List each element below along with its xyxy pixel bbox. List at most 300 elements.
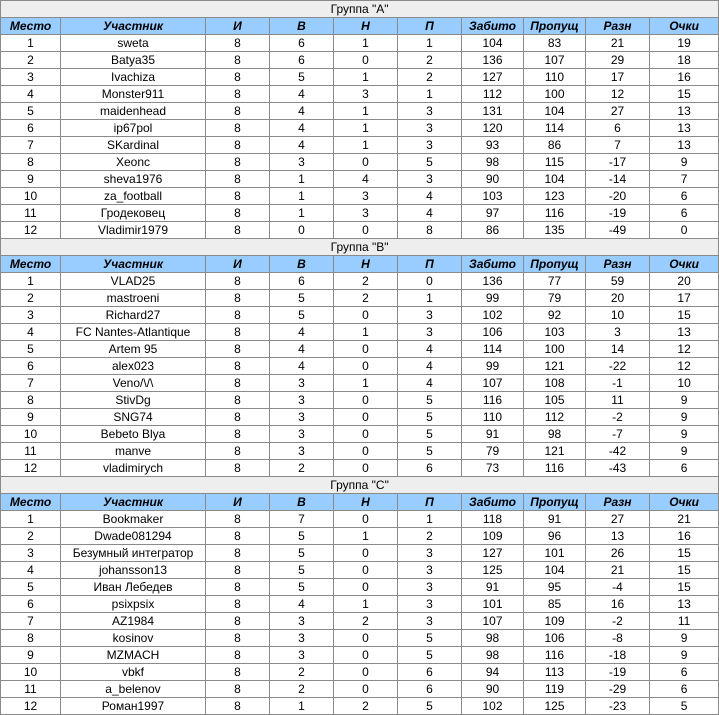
cell-scored: 98 xyxy=(462,154,524,171)
cell-draws: 0 xyxy=(334,222,398,239)
cell-participant: za_football xyxy=(61,188,206,205)
cell-draws: 1 xyxy=(334,375,398,392)
cell-scored: 125 xyxy=(462,562,524,579)
cell-difference: -18 xyxy=(586,647,650,664)
cell-conceded: 101 xyxy=(524,545,586,562)
cell-draws: 0 xyxy=(334,358,398,375)
cell-losses: 5 xyxy=(398,409,462,426)
cell-place: 6 xyxy=(1,596,61,613)
cell-conceded: 95 xyxy=(524,579,586,596)
cell-points: 15 xyxy=(650,86,719,103)
cell-conceded: 79 xyxy=(524,290,586,307)
table-row xyxy=(1,528,719,545)
cell-games: 8 xyxy=(206,426,270,443)
table-row xyxy=(1,358,719,375)
cell-losses: 3 xyxy=(398,137,462,154)
cell-games: 8 xyxy=(206,188,270,205)
cell-draws: 0 xyxy=(334,562,398,579)
cell-conceded: 98 xyxy=(524,426,586,443)
cell-place: 4 xyxy=(1,86,61,103)
cell-losses: 3 xyxy=(398,307,462,324)
cell-losses: 6 xyxy=(398,681,462,698)
cell-participant: vbkf xyxy=(61,664,206,681)
cell-wins: 3 xyxy=(270,630,334,647)
group-title-row xyxy=(1,477,719,494)
cell-wins: 4 xyxy=(270,358,334,375)
cell-draws: 0 xyxy=(334,579,398,596)
cell-losses: 4 xyxy=(398,375,462,392)
column-header-scored: Забито xyxy=(462,18,524,35)
table-row xyxy=(1,86,719,103)
cell-games: 8 xyxy=(206,698,270,715)
cell-difference: -42 xyxy=(586,443,650,460)
cell-wins: 4 xyxy=(270,341,334,358)
cell-place: 8 xyxy=(1,630,61,647)
cell-difference: 11 xyxy=(586,392,650,409)
cell-participant: Роман1997 xyxy=(61,698,206,715)
cell-points: 9 xyxy=(650,409,719,426)
column-header-draws: Н xyxy=(334,494,398,511)
table-row xyxy=(1,188,719,205)
cell-difference: -22 xyxy=(586,358,650,375)
cell-wins: 1 xyxy=(270,188,334,205)
cell-losses: 5 xyxy=(398,426,462,443)
cell-wins: 4 xyxy=(270,120,334,137)
cell-scored: 99 xyxy=(462,358,524,375)
cell-losses: 5 xyxy=(398,443,462,460)
cell-scored: 90 xyxy=(462,681,524,698)
cell-points: 21 xyxy=(650,511,719,528)
cell-points: 19 xyxy=(650,35,719,52)
table-row xyxy=(1,579,719,596)
cell-wins: 6 xyxy=(270,273,334,290)
cell-scored: 79 xyxy=(462,443,524,460)
column-header-participant: Участник xyxy=(61,256,206,273)
cell-losses: 5 xyxy=(398,392,462,409)
cell-points: 11 xyxy=(650,613,719,630)
cell-participant: Monster911 xyxy=(61,86,206,103)
cell-participant: Batya35 xyxy=(61,52,206,69)
cell-place: 10 xyxy=(1,188,61,205)
cell-losses: 1 xyxy=(398,511,462,528)
cell-place: 6 xyxy=(1,358,61,375)
cell-conceded: 119 xyxy=(524,681,586,698)
cell-wins: 5 xyxy=(270,290,334,307)
cell-draws: 2 xyxy=(334,613,398,630)
cell-draws: 0 xyxy=(334,154,398,171)
cell-place: 10 xyxy=(1,426,61,443)
cell-losses: 3 xyxy=(398,613,462,630)
cell-points: 9 xyxy=(650,426,719,443)
cell-scored: 120 xyxy=(462,120,524,137)
cell-draws: 0 xyxy=(334,426,398,443)
cell-losses: 8 xyxy=(398,222,462,239)
table-row xyxy=(1,341,719,358)
cell-games: 8 xyxy=(206,341,270,358)
cell-participant: Bebeto Blya xyxy=(61,426,206,443)
cell-place: 1 xyxy=(1,511,61,528)
cell-games: 8 xyxy=(206,664,270,681)
cell-losses: 2 xyxy=(398,69,462,86)
cell-participant: mastroeni xyxy=(61,290,206,307)
cell-scored: 131 xyxy=(462,103,524,120)
cell-place: 12 xyxy=(1,698,61,715)
column-header-scored: Забито xyxy=(462,494,524,511)
table-row xyxy=(1,511,719,528)
cell-draws: 0 xyxy=(334,307,398,324)
cell-difference: -7 xyxy=(586,426,650,443)
cell-losses: 1 xyxy=(398,35,462,52)
cell-place: 8 xyxy=(1,154,61,171)
cell-difference: 12 xyxy=(586,86,650,103)
group-title: Группа "B" xyxy=(1,239,719,256)
cell-wins: 3 xyxy=(270,409,334,426)
column-header-wins: В xyxy=(270,18,334,35)
cell-wins: 1 xyxy=(270,171,334,188)
cell-place: 11 xyxy=(1,681,61,698)
cell-scored: 136 xyxy=(462,52,524,69)
cell-games: 8 xyxy=(206,358,270,375)
table-row xyxy=(1,120,719,137)
column-header-difference: Разн xyxy=(586,18,650,35)
cell-points: 18 xyxy=(650,52,719,69)
cell-points: 17 xyxy=(650,290,719,307)
table-row xyxy=(1,613,719,630)
cell-participant: sweta xyxy=(61,35,206,52)
cell-games: 8 xyxy=(206,579,270,596)
cell-participant: SKardinal xyxy=(61,137,206,154)
cell-draws: 0 xyxy=(334,545,398,562)
cell-games: 8 xyxy=(206,69,270,86)
cell-wins: 2 xyxy=(270,664,334,681)
column-header-scored: Забито xyxy=(462,256,524,273)
cell-draws: 1 xyxy=(334,120,398,137)
cell-place: 11 xyxy=(1,205,61,222)
cell-losses: 5 xyxy=(398,630,462,647)
cell-participant: vladimirych xyxy=(61,460,206,477)
cell-draws: 0 xyxy=(334,392,398,409)
table-row xyxy=(1,205,719,222)
cell-wins: 6 xyxy=(270,52,334,69)
cell-games: 8 xyxy=(206,375,270,392)
cell-scored: 118 xyxy=(462,511,524,528)
cell-wins: 5 xyxy=(270,69,334,86)
cell-losses: 5 xyxy=(398,698,462,715)
cell-wins: 3 xyxy=(270,443,334,460)
cell-conceded: 116 xyxy=(524,647,586,664)
cell-scored: 107 xyxy=(462,375,524,392)
cell-losses: 4 xyxy=(398,205,462,222)
cell-conceded: 113 xyxy=(524,664,586,681)
column-header-points: Очки xyxy=(650,494,719,511)
cell-wins: 2 xyxy=(270,460,334,477)
cell-draws: 0 xyxy=(334,341,398,358)
cell-difference: -43 xyxy=(586,460,650,477)
cell-wins: 3 xyxy=(270,392,334,409)
cell-place: 9 xyxy=(1,171,61,188)
cell-difference: -23 xyxy=(586,698,650,715)
column-header-conceded: Пропущ xyxy=(524,256,586,273)
cell-points: 20 xyxy=(650,273,719,290)
cell-participant: Bookmaker xyxy=(61,511,206,528)
cell-difference: 13 xyxy=(586,528,650,545)
table-row xyxy=(1,52,719,69)
cell-participant: Vladimir1979 xyxy=(61,222,206,239)
cell-points: 16 xyxy=(650,69,719,86)
cell-games: 8 xyxy=(206,171,270,188)
cell-place: 7 xyxy=(1,137,61,154)
cell-participant: kosinov xyxy=(61,630,206,647)
cell-scored: 91 xyxy=(462,426,524,443)
cell-scored: 106 xyxy=(462,324,524,341)
cell-participant: VLAD25 xyxy=(61,273,206,290)
cell-difference: -19 xyxy=(586,205,650,222)
cell-draws: 0 xyxy=(334,647,398,664)
cell-games: 8 xyxy=(206,409,270,426)
cell-points: 15 xyxy=(650,545,719,562)
table-row xyxy=(1,154,719,171)
cell-scored: 127 xyxy=(462,69,524,86)
cell-scored: 86 xyxy=(462,222,524,239)
standings-body xyxy=(1,1,719,715)
column-header-draws: Н xyxy=(334,18,398,35)
cell-draws: 0 xyxy=(334,52,398,69)
column-header-points: Очки xyxy=(650,256,719,273)
cell-place: 12 xyxy=(1,460,61,477)
column-header-participant: Участник xyxy=(61,494,206,511)
cell-participant: psixpsix xyxy=(61,596,206,613)
cell-participant: SNG74 xyxy=(61,409,206,426)
cell-points: 6 xyxy=(650,188,719,205)
cell-conceded: 123 xyxy=(524,188,586,205)
column-header-losses: П xyxy=(398,18,462,35)
cell-participant: sheva1976 xyxy=(61,171,206,188)
cell-scored: 104 xyxy=(462,35,524,52)
cell-points: 16 xyxy=(650,528,719,545)
cell-draws: 2 xyxy=(334,273,398,290)
cell-games: 8 xyxy=(206,154,270,171)
cell-place: 3 xyxy=(1,545,61,562)
cell-wins: 4 xyxy=(270,86,334,103)
cell-conceded: 116 xyxy=(524,460,586,477)
cell-participant: Artem 95 xyxy=(61,341,206,358)
cell-points: 7 xyxy=(650,171,719,188)
cell-points: 15 xyxy=(650,307,719,324)
table-row xyxy=(1,307,719,324)
cell-points: 13 xyxy=(650,137,719,154)
cell-losses: 2 xyxy=(398,52,462,69)
cell-difference: -2 xyxy=(586,409,650,426)
cell-draws: 1 xyxy=(334,69,398,86)
cell-scored: 112 xyxy=(462,86,524,103)
cell-place: 1 xyxy=(1,35,61,52)
table-row xyxy=(1,596,719,613)
cell-games: 8 xyxy=(206,52,270,69)
table-row xyxy=(1,681,719,698)
cell-draws: 3 xyxy=(334,205,398,222)
cell-points: 13 xyxy=(650,120,719,137)
cell-place: 4 xyxy=(1,324,61,341)
cell-participant: Гродековец xyxy=(61,205,206,222)
cell-difference: -49 xyxy=(586,222,650,239)
table-row xyxy=(1,460,719,477)
cell-losses: 3 xyxy=(398,171,462,188)
cell-difference: 26 xyxy=(586,545,650,562)
cell-games: 8 xyxy=(206,120,270,137)
column-header-place: Место xyxy=(1,494,61,511)
table-row xyxy=(1,426,719,443)
cell-participant: Xeonc xyxy=(61,154,206,171)
column-header-row xyxy=(1,18,719,35)
cell-wins: 1 xyxy=(270,205,334,222)
table-row xyxy=(1,324,719,341)
cell-scored: 91 xyxy=(462,579,524,596)
cell-place: 9 xyxy=(1,647,61,664)
table-row xyxy=(1,698,719,715)
cell-points: 6 xyxy=(650,681,719,698)
cell-losses: 3 xyxy=(398,120,462,137)
table-row xyxy=(1,409,719,426)
cell-losses: 4 xyxy=(398,188,462,205)
cell-conceded: 104 xyxy=(524,562,586,579)
cell-scored: 109 xyxy=(462,528,524,545)
cell-games: 8 xyxy=(206,681,270,698)
cell-conceded: 108 xyxy=(524,375,586,392)
cell-difference: -4 xyxy=(586,579,650,596)
cell-difference: 14 xyxy=(586,341,650,358)
column-header-losses: П xyxy=(398,256,462,273)
cell-games: 8 xyxy=(206,86,270,103)
cell-draws: 1 xyxy=(334,103,398,120)
cell-points: 0 xyxy=(650,222,719,239)
column-header-losses: П xyxy=(398,494,462,511)
cell-conceded: 112 xyxy=(524,409,586,426)
cell-points: 5 xyxy=(650,698,719,715)
cell-games: 8 xyxy=(206,137,270,154)
cell-conceded: 125 xyxy=(524,698,586,715)
cell-participant: StivDg xyxy=(61,392,206,409)
cell-difference: 27 xyxy=(586,511,650,528)
table-row xyxy=(1,290,719,307)
cell-scored: 116 xyxy=(462,392,524,409)
cell-losses: 3 xyxy=(398,596,462,613)
cell-participant: alex023 xyxy=(61,358,206,375)
cell-scored: 93 xyxy=(462,137,524,154)
cell-losses: 1 xyxy=(398,290,462,307)
cell-draws: 3 xyxy=(334,86,398,103)
cell-wins: 4 xyxy=(270,137,334,154)
cell-conceded: 100 xyxy=(524,341,586,358)
cell-difference: -17 xyxy=(586,154,650,171)
cell-draws: 1 xyxy=(334,137,398,154)
cell-losses: 2 xyxy=(398,528,462,545)
cell-participant: Иван Лебедев xyxy=(61,579,206,596)
cell-participant: Ivachiza xyxy=(61,69,206,86)
cell-wins: 2 xyxy=(270,681,334,698)
cell-conceded: 116 xyxy=(524,205,586,222)
table-row xyxy=(1,137,719,154)
cell-conceded: 103 xyxy=(524,324,586,341)
cell-conceded: 135 xyxy=(524,222,586,239)
cell-conceded: 114 xyxy=(524,120,586,137)
cell-difference: -2 xyxy=(586,613,650,630)
cell-conceded: 107 xyxy=(524,52,586,69)
cell-place: 9 xyxy=(1,409,61,426)
cell-scored: 97 xyxy=(462,205,524,222)
cell-place: 5 xyxy=(1,579,61,596)
cell-place: 2 xyxy=(1,52,61,69)
cell-games: 8 xyxy=(206,324,270,341)
cell-draws: 2 xyxy=(334,290,398,307)
cell-points: 6 xyxy=(650,205,719,222)
cell-scored: 102 xyxy=(462,698,524,715)
group-title: Группа "C" xyxy=(1,477,719,494)
cell-games: 8 xyxy=(206,103,270,120)
cell-points: 12 xyxy=(650,358,719,375)
cell-difference: 16 xyxy=(586,596,650,613)
column-header-wins: В xyxy=(270,256,334,273)
table-row xyxy=(1,273,719,290)
cell-games: 8 xyxy=(206,205,270,222)
cell-place: 8 xyxy=(1,392,61,409)
cell-difference: 7 xyxy=(586,137,650,154)
cell-participant: johansson13 xyxy=(61,562,206,579)
cell-difference: 27 xyxy=(586,103,650,120)
cell-games: 8 xyxy=(206,35,270,52)
cell-wins: 0 xyxy=(270,222,334,239)
cell-wins: 4 xyxy=(270,103,334,120)
cell-games: 8 xyxy=(206,596,270,613)
column-header-conceded: Пропущ xyxy=(524,494,586,511)
cell-scored: 98 xyxy=(462,647,524,664)
cell-scored: 102 xyxy=(462,307,524,324)
cell-wins: 5 xyxy=(270,562,334,579)
cell-participant: manve xyxy=(61,443,206,460)
cell-place: 5 xyxy=(1,103,61,120)
cell-points: 13 xyxy=(650,596,719,613)
cell-participant: a_belenov xyxy=(61,681,206,698)
cell-participant: ip67pol xyxy=(61,120,206,137)
cell-games: 8 xyxy=(206,307,270,324)
cell-losses: 1 xyxy=(398,86,462,103)
cell-scored: 107 xyxy=(462,613,524,630)
column-header-row xyxy=(1,256,719,273)
cell-difference: 10 xyxy=(586,307,650,324)
cell-games: 8 xyxy=(206,528,270,545)
cell-place: 4 xyxy=(1,562,61,579)
cell-games: 8 xyxy=(206,392,270,409)
cell-participant: AZ1984 xyxy=(61,613,206,630)
cell-games: 8 xyxy=(206,562,270,579)
cell-conceded: 85 xyxy=(524,596,586,613)
cell-points: 6 xyxy=(650,460,719,477)
cell-difference: -29 xyxy=(586,681,650,698)
column-header-wins: В xyxy=(270,494,334,511)
cell-place: 7 xyxy=(1,613,61,630)
column-header-games: И xyxy=(206,256,270,273)
cell-conceded: 104 xyxy=(524,171,586,188)
cell-draws: 0 xyxy=(334,630,398,647)
cell-games: 8 xyxy=(206,511,270,528)
cell-participant: Richard27 xyxy=(61,307,206,324)
cell-place: 7 xyxy=(1,375,61,392)
table-row xyxy=(1,392,719,409)
cell-conceded: 91 xyxy=(524,511,586,528)
cell-wins: 3 xyxy=(270,154,334,171)
table-row xyxy=(1,171,719,188)
cell-conceded: 109 xyxy=(524,613,586,630)
column-header-games: И xyxy=(206,494,270,511)
